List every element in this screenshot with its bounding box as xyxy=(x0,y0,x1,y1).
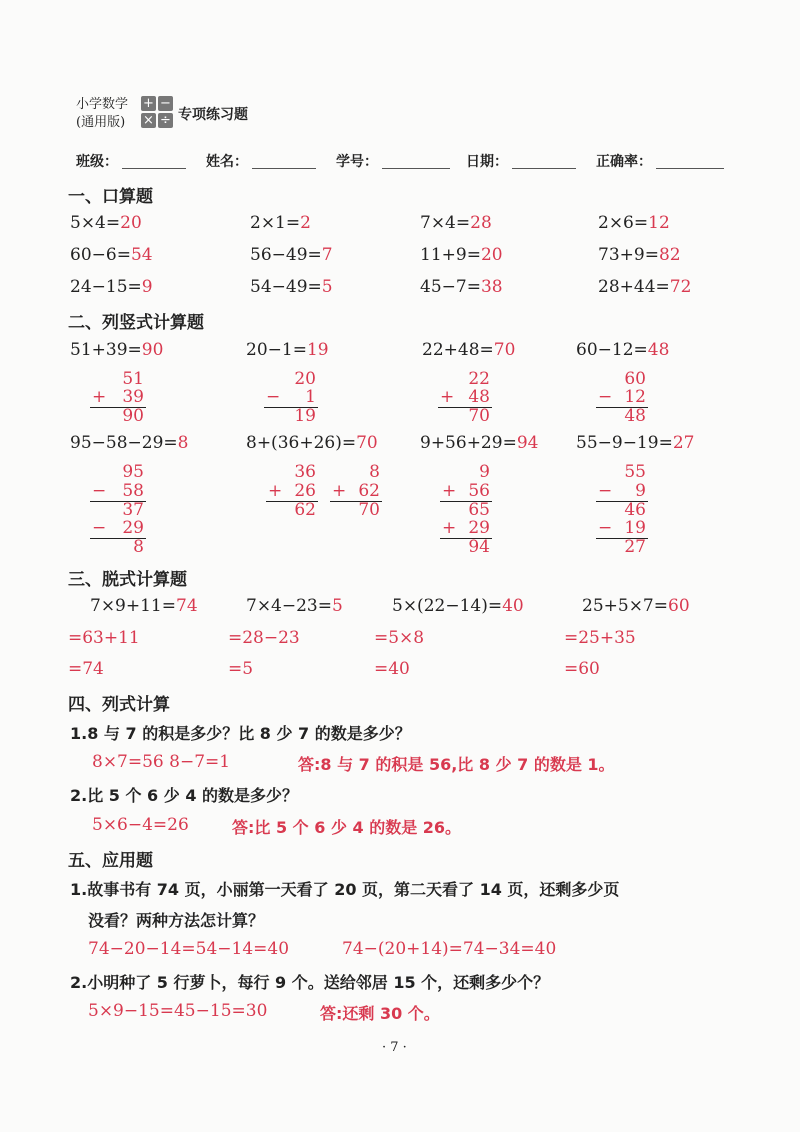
oral-item: 56−49=7 xyxy=(250,245,333,265)
vertical-top-number: 20 xyxy=(294,369,316,389)
vertical-top-number: 60 xyxy=(624,369,646,389)
section-column-title: 四、列式计算 xyxy=(68,695,170,715)
vertical-top-number: 95 xyxy=(122,462,144,482)
vertical-operator: + xyxy=(442,518,457,538)
vertical-top-number: 8 xyxy=(369,462,380,482)
vertical-second-number: 39 xyxy=(122,387,144,407)
class-field-label: 班级： xyxy=(76,154,118,170)
column-answer-1: 答:8 与 7 的积是 56,比 8 少 7 的数是 1。 xyxy=(298,755,615,774)
student-id-field-label: 学号： xyxy=(336,154,378,170)
detached-step: =40 xyxy=(374,659,410,679)
vertical-operator: − xyxy=(92,481,107,501)
vertical-second-number: 62 xyxy=(358,481,380,501)
column-problem-2: 2.比 5 个 6 少 4 的数是多少？ xyxy=(70,786,299,805)
section-oral-title: 一、口算题 xyxy=(68,187,153,207)
detached-question: 7×9+11=74 xyxy=(90,596,198,616)
class-field-blank xyxy=(122,168,186,169)
vertical-second-number: 29 xyxy=(468,518,490,538)
vertical-result: 65 xyxy=(468,500,490,520)
vertical-result: 90 xyxy=(122,406,144,426)
page-title: 专项练习题 xyxy=(178,107,248,123)
detached-step: =74 xyxy=(68,659,104,679)
oral-item: 73+9=82 xyxy=(598,245,681,265)
vertical-operator: + xyxy=(332,481,347,501)
vertical-top-number: 36 xyxy=(294,462,316,482)
vertical-question: 55−9−19=27 xyxy=(576,433,695,453)
vertical-operator: + xyxy=(268,481,283,501)
oral-item: 7×4=28 xyxy=(420,213,492,233)
vertical-question: 20−1=19 xyxy=(246,340,329,360)
student-id-field-blank xyxy=(382,168,450,169)
vertical-question: 22+48=70 xyxy=(422,340,516,360)
application-problem-1-line1: 1.故事书有 74 页，小丽第一天看了 20 页，第二天看了 14 页，还剩多少页 xyxy=(70,880,620,899)
vertical-operator: − xyxy=(598,481,613,501)
vertical-second-number: 29 xyxy=(122,518,144,538)
application-answer-2: 答:还剩 30 个。 xyxy=(320,1004,440,1023)
application-work-1b: 74−(20+14)=74−34=40 xyxy=(342,939,557,959)
date-field-blank xyxy=(512,168,576,169)
vertical-result: 94 xyxy=(468,537,490,557)
plus-icon: + xyxy=(141,96,156,111)
application-problem-1-line2: 没看？两种方法怎计算？ xyxy=(88,911,265,930)
vertical-question: 9+56+29=94 xyxy=(420,433,539,453)
vertical-question: 8+(36+26)=70 xyxy=(246,433,378,453)
oral-item: 5×4=20 xyxy=(70,213,142,233)
vertical-operator: + xyxy=(442,481,457,501)
vertical-result: 8 xyxy=(133,537,144,557)
vertical-operator: − xyxy=(598,387,613,407)
date-field-label: 日期： xyxy=(466,154,508,170)
detached-question: 25+5×7=60 xyxy=(582,596,690,616)
detached-step: =5×8 xyxy=(374,628,425,648)
oral-item: 2×1=2 xyxy=(250,213,311,233)
vertical-result: 37 xyxy=(122,500,144,520)
detached-question: 7×4−23=5 xyxy=(246,596,343,616)
vertical-question: 51+39=90 xyxy=(70,340,164,360)
detached-step: =63+11 xyxy=(68,628,140,648)
vertical-second-number: 48 xyxy=(468,387,490,407)
accuracy-field-blank xyxy=(656,168,724,169)
vertical-operator: − xyxy=(92,518,107,538)
vertical-result: 19 xyxy=(294,406,316,426)
vertical-second-number: 56 xyxy=(468,481,490,501)
vertical-top-number: 55 xyxy=(624,462,646,482)
vertical-second-number: 1 xyxy=(305,387,316,407)
operator-logo xyxy=(141,96,173,130)
accuracy-field-label: 正确率： xyxy=(596,154,652,170)
vertical-operator: − xyxy=(598,518,613,538)
detached-step: =28−23 xyxy=(228,628,300,648)
oral-item: 45−7=38 xyxy=(420,277,503,297)
detached-question: 5×(22−14)=40 xyxy=(392,596,524,616)
column-problem-1: 1.8 与 7 的积是多少？比 8 少 7 的数是多少？ xyxy=(70,724,411,743)
section-application-title: 五、应用题 xyxy=(68,851,153,871)
page-number: · 7 · xyxy=(382,1040,407,1055)
name-field-blank xyxy=(252,168,316,169)
vertical-second-number: 9 xyxy=(635,481,646,501)
vertical-second-number: 19 xyxy=(624,518,646,538)
oral-item: 60−6=54 xyxy=(70,245,153,265)
application-work-2: 5×9−15=45−15=30 xyxy=(88,1001,268,1021)
vertical-top-number: 22 xyxy=(468,369,490,389)
vertical-question: 60−12=48 xyxy=(576,340,670,360)
oral-item: 54−49=5 xyxy=(250,277,333,297)
vertical-operator: + xyxy=(440,387,455,407)
vertical-second-number: 26 xyxy=(294,481,316,501)
vertical-result: 70 xyxy=(358,500,380,520)
application-work-1a: 74−20−14=54−14=40 xyxy=(88,939,290,959)
minus-icon: − xyxy=(158,96,173,111)
divide-icon: ÷ xyxy=(158,113,173,128)
application-problem-2: 2.小明种了 5 行萝卜，每行 9 个。送给邻居 15 个，还剩多少个？ xyxy=(70,973,550,992)
vertical-top-number: 51 xyxy=(122,369,144,389)
vertical-operator: − xyxy=(266,387,281,407)
vertical-result: 48 xyxy=(624,406,646,426)
vertical-top-number: 9 xyxy=(479,462,490,482)
vertical-result: 70 xyxy=(468,406,490,426)
detached-step: =25+35 xyxy=(564,628,636,648)
subject-label: 小学数学 xyxy=(76,97,129,112)
detached-step: =5 xyxy=(228,659,254,679)
multiply-icon: × xyxy=(141,113,156,128)
vertical-result: 62 xyxy=(294,500,316,520)
section-detached-title: 三、脱式计算题 xyxy=(68,570,187,590)
vertical-question: 95−58−29=8 xyxy=(70,433,189,453)
oral-item: 24−15=9 xyxy=(70,277,153,297)
vertical-second-number: 58 xyxy=(122,481,144,501)
oral-item: 2×6=12 xyxy=(598,213,670,233)
vertical-operator: + xyxy=(92,387,107,407)
column-work-1: 8×7=56 8−7=1 xyxy=(92,752,231,772)
oral-item: 11+9=20 xyxy=(420,245,503,265)
column-answer-2: 答:比 5 个 6 少 4 的数是 26。 xyxy=(232,818,462,837)
edition-label: (通用版) xyxy=(76,115,126,130)
oral-item: 28+44=72 xyxy=(598,277,692,297)
vertical-result: 46 xyxy=(624,500,646,520)
section-vertical-title: 二、列竖式计算题 xyxy=(68,313,204,333)
name-field-label: 姓名： xyxy=(206,154,248,170)
vertical-second-number: 12 xyxy=(624,387,646,407)
column-work-2: 5×6−4=26 xyxy=(92,815,189,835)
vertical-result: 27 xyxy=(624,537,646,557)
detached-step: =60 xyxy=(564,659,600,679)
